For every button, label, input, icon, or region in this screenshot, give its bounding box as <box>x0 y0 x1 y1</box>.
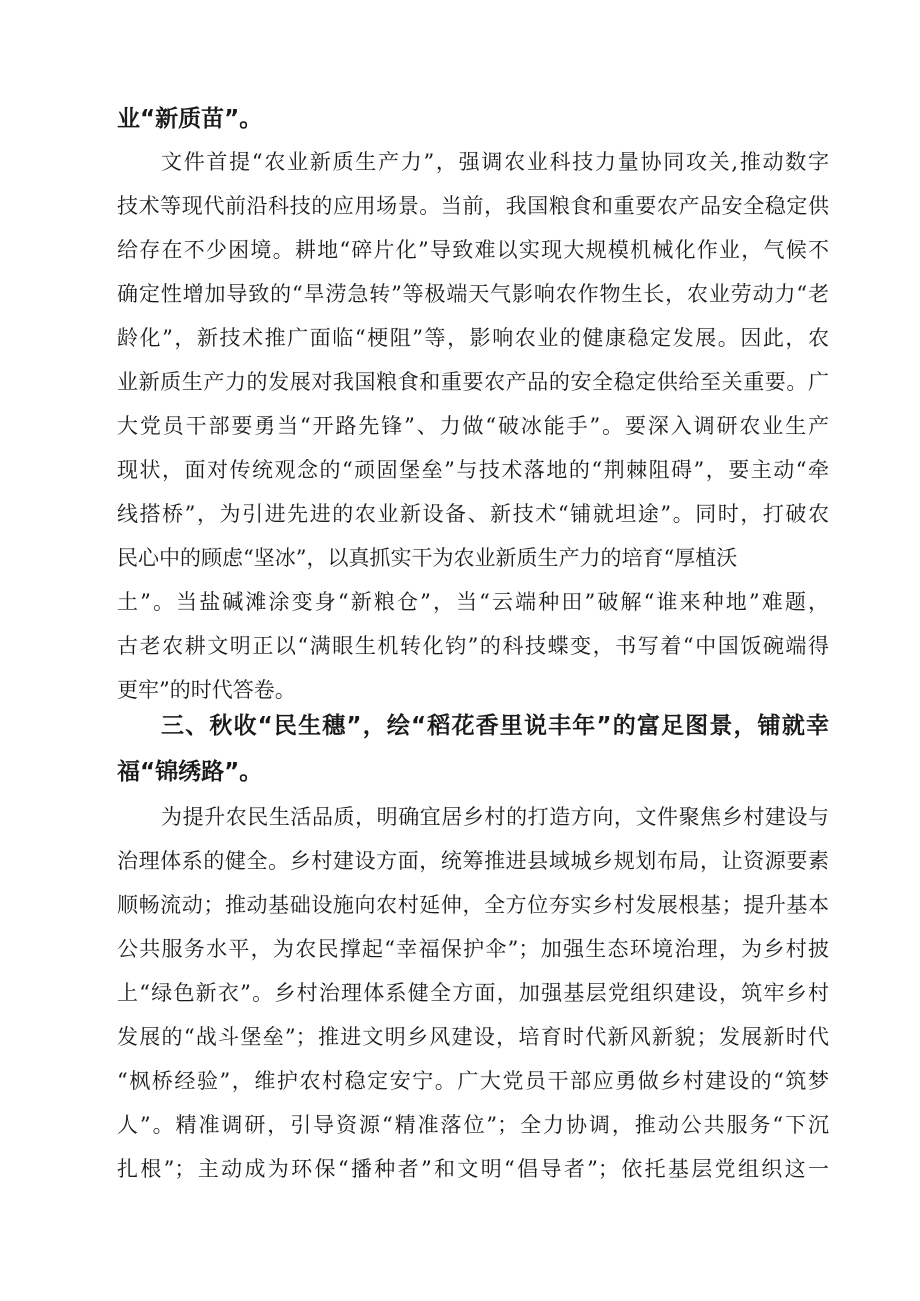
paragraph-line: 龄化”，新技术推广面临“梗阻”等，影响农业的健康稳定发展。因此，农 <box>117 326 829 350</box>
paragraph-line: “枫桥经验”，维护农村稳定安宁。广大党员干部应勇做乡村建设的“筑梦 <box>117 1069 829 1093</box>
paragraph-line: 治理体系的健全。乡村建设方面，统筹推进县域城乡规划布局，让资源要素 <box>117 849 829 873</box>
paragraph-line: 上“绿色新衣”。乡村治理体系健全方面，加强基层党组织建设，筑牢乡村 <box>117 981 829 1005</box>
heading-line: 业“新质苗”。 <box>117 106 263 132</box>
paragraph-line: 更牢”的时代答卷。 <box>117 678 296 702</box>
paragraph-agri-productivity <box>117 140 829 712</box>
paragraph-line: 业新质生产力的发展对我国粮食和重要农产品的安全稳定供给至关重要。广 <box>117 370 829 394</box>
paragraph-line: 线搭桥”，为引进先进的农业新设备、新技术“铺就坦途”。同时，打破农 <box>117 502 829 526</box>
paragraph-line: 现状，面对传统观念的“顽固堡垒”与技术落地的“荆棘阻碍”，要主动“牵 <box>117 458 829 482</box>
paragraph-line: 扎根”；主动成为环保“播种者”和文明“倡导者”；依托基层党组织这一 <box>117 1157 829 1181</box>
paragraph-line: 确定性增加导致的“旱涝急转”等极端天气影响农作物生长，农业劳动力“老 <box>117 282 829 306</box>
paragraph-line: 文件首提“农业新质生产力”，强调农业科技力量协同攻关,推动数字 <box>161 150 829 174</box>
paragraph-line: 为提升农民生活品质，明确宜居乡村的打造方向，文件聚焦乡村建设与 <box>161 805 829 829</box>
paragraph-line: 人”。精准调研，引导资源“精准落位”；全力协调，推动公共服务“下沉 <box>117 1113 829 1137</box>
heading-line: 福“锦绣路”。 <box>117 759 263 785</box>
paragraph-line: 技术等现代前沿科技的应用场景。当前，我国粮食和重要农产品安全稳定供 <box>117 194 829 218</box>
section-heading-3 <box>117 703 829 795</box>
paragraph-line: 顺畅流动；推动基础设施向农村延伸，全方位夯实乡村发展根基；提升基本 <box>117 893 829 917</box>
section-heading-continuation <box>117 96 829 142</box>
paragraph-line: 土”。当盐碱滩涂变身“新粮仓”，当“云端种田”破解“谁来种地”难题， <box>117 590 829 614</box>
paragraph-line: 给存在不少困境。耕地“碎片化”导致难以实现大规模机械化作业，气候不 <box>117 238 829 262</box>
heading-line: 三、秋收“民生穗”，绘“稻花香里说丰年”的富足图景，铺就幸 <box>161 713 829 739</box>
paragraph-line: 公共服务水平，为农民撑起“幸福保护伞”；加强生态环境治理，为乡村披 <box>117 937 829 961</box>
paragraph-rural-construction <box>117 795 829 1191</box>
paragraph-line: 发展的“战斗堡垒”；推进文明乡风建设，培育时代新风新貌；发展新时代 <box>117 1025 829 1049</box>
paragraph-line: 民心中的顾虑“坚冰”，以真抓实干为农业新质生产力的培育“厚植沃 <box>117 546 738 570</box>
paragraph-line: 古老农耕文明正以“满眼生机转化钧”的科技蝶变，书写着“中国饭碗端得 <box>117 634 829 658</box>
paragraph-line: 大党员干部要勇当“开路先锋”、力做“破冰能手”。要深入调研农业生产 <box>117 414 829 438</box>
